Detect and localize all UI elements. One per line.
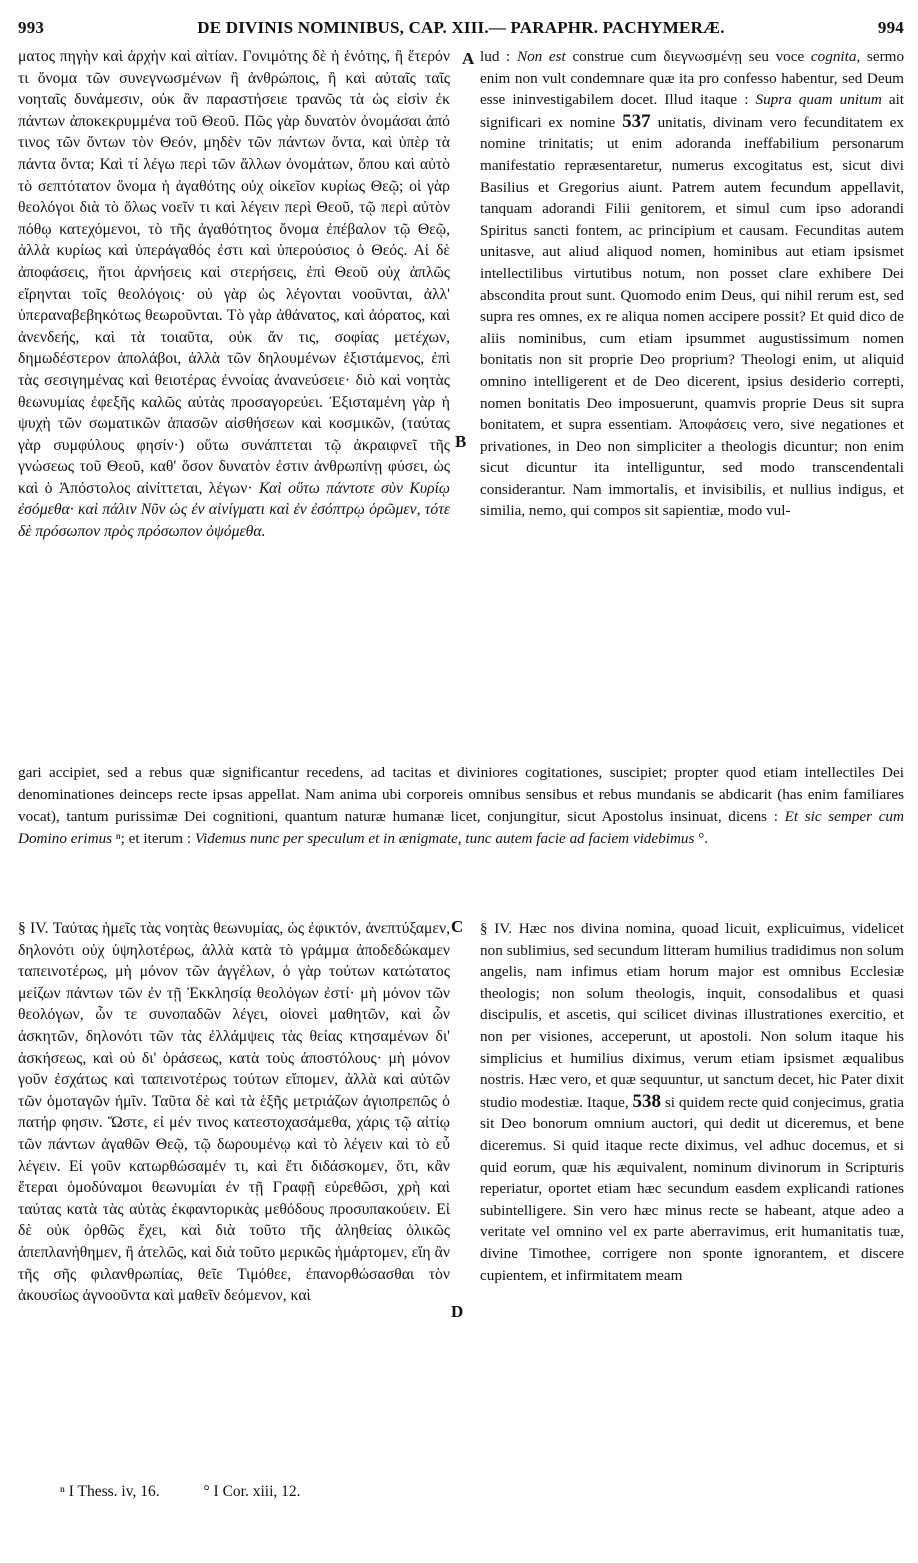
full-width-latin: [18, 762, 904, 850]
footnote-o: ° I Cor. xiii, 12.: [203, 1483, 301, 1500]
latin-paragraph-bottom: [480, 918, 904, 1286]
full-width-paragraph: [18, 762, 904, 850]
latin-column-bottom: [480, 918, 904, 1286]
margin-marker-d: D: [451, 1302, 464, 1321]
greek-column-top: [18, 46, 450, 543]
margin-marker-b: B: [455, 432, 467, 451]
full-text-segment: ⁿ; et iterum :: [115, 830, 192, 847]
latin-text-segment: construe cum διεγνωσμένῃ seu voce: [572, 48, 805, 65]
footnote-ref-o: °.: [698, 830, 709, 847]
footnote-n: ⁿ I Thess. iv, 16.: [60, 1483, 160, 1500]
latin-text-segment: sermo enim non vult condemnare quæ ita pro confesso habentur, sed Deum esse ininvestigabilem docet. Illud itaque :: [480, 48, 905, 109]
margin-marker-a: A: [462, 49, 475, 68]
latin-italic-segment: cognita,: [810, 48, 861, 65]
latin-text-segment: si quidem recte quid conjecimus, gratia sit Deo bonorum omnium auctori, qui dedit ut diceremus, et bene diceremus. Si quid itaque recte diximus, vel adhuc docemus, et si quid eorum, quæ his æquivalent, nominum divinorum in Scripturis reperiatur, oportet etiam hæc secundum easdem explicandi rationes subintelligere. Sin vero hæc minus recte se habeant, atque adeo a veritate vel omnino vel ex parte aberravimus, erit humanitatis tuæ, divine Timothee, corrigere non sponte ignorantem, et discere cupientem, et infirmitatem meam: [480, 1093, 904, 1284]
latin-text-segment: ait significari ex nomine: [480, 91, 905, 131]
running-header: [18, 18, 904, 44]
full-text-segment: gari accipiet, sed a rebus quæ significantur recedens, ad tacitas et diviniores cogitationes, suscipiet; propter quod etiam intellectiles Dei denominationes deinceps recte ipsas appellat. Nam anima ubi corporeis omnibus sensibus et rebus mundanis se abdicarit (has enim familiares vocat), tantum purissimæ Dei cognitioni, quantum naturæ humanæ licet, conjungitur, sicut Apostolus insinuat, dicens :: [18, 764, 904, 825]
latin-column-top: [480, 46, 904, 522]
latin-paragraph-top: [480, 46, 904, 522]
full-italic-quote: Videmus nunc per speculum et in ænigmate, tunc autem facie ad faciem videbimus: [194, 830, 695, 847]
greek-paragraph-bottom: § IV. Ταύτας ἡμεῖς τὰς νοητὰς θεωνυμίας, ὡς ἐφικτόν, ἀνεπτύξαμεν, δηλονότι οὐχ ὑψηλοτέρως, ἀλλὰ κατὰ τὸ γράμμα ἀποδεδώκαμεν ταπεινοτέρως, μὴ μόνον τῶν ἀγγέλων, ὁ γὰρ τούτων κατώτατος μείζων πάντων τῶν ἐν τῇ Ἐκκλησίᾳ θεολόγων ἐστί· μὴ μόνον τῶν θεολόγων, ὧν τε συνοπαδῶν λέγει, οἱονεὶ μαθητῶν, καὶ ὧν ἀσκητῶν, δηλονότι τῶν τὰς ἐλλάμψεις τὰς θείας κτησαμένων δι' ἀσκήσεως, καὶ οὐ δι' ὁράσεως, κατὰ τοὺς ἀποστόλους· μὴ μόνον γοῦν ἐσχάτως καὶ ταπεινοτέρως τούτων εἴπομεν, ἀλλὰ καὶ αὐτῶν τῶν ὁμοταγῶν ἡμῖν. Ταῦτα δὲ καὶ τὰ ἑξῆς μετριάζων ἁγιοπρεπῶς ὁ πατήρ φησιν. Ὥστε, εἰ μέν τινος κατεστοχασάμεθα, χάρις τῷ αἰτίῳ τῶν πάντων ἀγαθῶν Θεῷ, τῷ δωρουμένῳ καὶ τὸ λέγειν καὶ τὸ εὖ λέγειν. Εἰ γοῦν κατωρθώσαμέν τι, καὶ ἔτι διδάσκομεν, ὅτι, κἂν ἕτεραι ὁμοδύναμοι θεωνυμίαι ἐν τῇ Γραφῇ εὑρεθῶσι, χρὴ καὶ ταύτας κατὰ τὰς αὐτὰς ἐκφαντορικὰς μεθόδους προσυπακούειν. Εἰ δὲ οὐκ ὀρθῶς ἔχει, καὶ διὰ τοῦτο τῆς ἀληθείας ὁλικῶς ἀπεπλανήθημεν, ἢ ἀτελῶς, καὶ διὰ τοῦτο μερικῶς ἡμάρτομεν, εἴη ἂν τῆς σῆς φιλανθρωπίας, θεῖε Τιμόθεε, ἐπανορθώσασθαι τὸν ἀκουσίως ἀγνοοῦντα καὶ μαθεῖν δεόμενον, καὶ: [18, 920, 450, 1305]
latin-italic-segment: Non est: [516, 48, 566, 65]
column-number-537: 537: [622, 110, 651, 132]
full-italic-quote: Et sic semper cum Domino erimus: [18, 808, 904, 847]
latin-text-segment: unitatis, divinam vero fecunditatem ex nomine trinitatis; ut enim adoranda ineffabilium personarum manifestatio repræsentaretur, numerus excogitatus est, sicut divi Basilius et Gregorius aiunt. Patrem autem fecundum appellavit, tanquam adorandi Filii genitorem, et simul cum ipso adorandi Spiritus sancti fontem, ac principium et causam. Fecunditas autem unitasve, aut aliud aliquod nomen, hominibus aut etiam ipsismet intellectilibus virtutibus notum, non posset clare exhibere Dei abscondita prout sunt. Quomodo enim Deus, qui nihil rerum est, sed supra res omnes, ex re aliqua nomen accipere possit? Et quid dico de aliis nominibus, cum etiam ipsummet augustissimum nomen bonitatis non sit proprie Deo proprium? Theologi enim, ut aliquid omnino intelligerent et de Deo dicerent, ipsius desiderio correpti, nomen bonitatis Deo imposuerunt, quamvis proprie Deus sit supra bonitatem, et supra essentiam. Ἀποφάσεις vero, sive negationes et privationes, in Deo non simpliciter a theologis dicuntur; non enim sicut dicuntur ita intelliguntur, sed modo transcendentali considerantur. Nam immortalis, et invisibilis, et nullius indigus, et similia, nemo, qui compos sit sapientiæ, modo vul-: [480, 113, 905, 520]
latin-text-segment: § IV. Hæc nos divina nomina, quoad licuit, explicuimus, videlicet non sublimius, sed secundum litteram humilius tradidimus non solum angelis, nam infimus etiam horum major est omnibus Ecclesiæ theologis; non solum theologis, inquit, consodalibus et quasi discipulis, et ascetis, qui scilicet divinas illustrationes exercitio, et non per visiones, acceperunt, ut apostoli. Non solum itaque his simplicius et humilius diximus, verum etiam ipsismet æqualibus nostris. Hæc vero, et quæ sequuntur, ut sanctum decet, hic Pater dixit studio modestiæ. Itaque,: [480, 920, 904, 1111]
page-number-left: 993: [18, 18, 45, 37]
greek-column-bottom: [18, 918, 450, 1307]
greek-paragraph-top: [18, 46, 450, 543]
column-number-538: 538: [632, 1090, 662, 1112]
margin-marker-c: C: [451, 917, 464, 936]
running-title: DE DIVINIS NOMINIBUS, CAP. XIII.— PARAPHR. PACHYMERÆ.: [197, 18, 725, 37]
greek-text-top: ματος πηγὴν καὶ ἀρχὴν καὶ αἰτίαν. Γονιμότης δὲ ἡ ἑνότης, ἢ ἕτερόν τι ὄνομα τῶν συνεγνωσμένων ἢ ἀνθρώποις, ἢ καὶ αὐταῖς ταῖς νοηταῖς δυνάμεσιν, οὐκ ἂν παραστήσειε τρανῶς τὰ ὡς εἰσὶν ἐκ πάντων ἀποκεκρυμμένα τοῦ Θεοῦ. Πῶς γὰρ δυνατὸν ὀνομάσαι ἀπό τινος τῶν ὄντων τὸν Θεόν, μηδὲν τῶν πάντων ὄντα, καὶ ὑπὲρ τὰ πάντα ὄντα; Καὶ τί λέγω περὶ τῶν ἄλλων ὀνομάτων, ὅπου καὶ αὐτὸ τὸ σεπτότατον ὄνομα ἡ ἀγαθότης οὐχ οἰκεῖον κυρίως Θεῷ; οἱ γὰρ θεολόγοι διὰ τὸ ὅλως νοεῖν τι καὶ λέγειν περὶ Θεοῦ, τῷ περὶ αὐτὸν πόθῳ κατεχόμενοι, τὸ τῆς ἀγαθότητος ὄνομα ἐπέβαλον τῷ Θεῷ, ἀλλὰ κυρίως καὶ ὑπεράγαθός ἐστι καὶ ὑπερούσιος ὁ Θεός. Αἱ δὲ ἀποφάσεις, ἤτοι ἀρνήσεις καὶ στερήσεις, ἐπὶ Θεοῦ οὐχ ἁπλῶς εἴρηνται τοῖς θεολόγοις· οὐ γὰρ ὡς λέγονται νοοῦνται, ἀλλ' ὑπεραναβεβηκότως θεωροῦνται. Τὸ γὰρ ἀθάνατος, καὶ ἀόρατος, καὶ ἀνενδεής, καὶ τὰ τοιαῦτα, οὐκ ἄν τις, σοφίας μετέχων, δημωδέστερον ἀπολάβοι, ἀλλὰ τῶν δηλουμένων ἐξιστάμενος, ἐπὶ τὰς σεσιγημένας καὶ θειοτέρας ἐννοίας ἀνανεύσειε· διὸ καὶ νοητὰς θεωνυμίας ἐφεξῆς καλῶς αὐτὰς προσαγορεύει. Ἐξισταμένη γὰρ ἡ ψυχὴ τῶν σωματικῶν ἁπασῶν αἰσθήσεων καὶ κοσμικῶν, (ταύτας γὰρ συμφύλους φησίν·) οὕτω συνάπτεται τῷ ἀκραιφνεῖ τῆς γνώσεως τοῦ Θεοῦ, καθ' ὅσον δυνατὸν ἐστιν ἀνθρωπίνῃ φύσει, ὡς καὶ ὁ Ἀπόστολος αἰνίττεται, λέγων·: [18, 48, 450, 497]
greek-scripture-quote: Καὶ οὕτω πάντοτε σὺν Κυρίῳ ἐσόμεθα· καὶ πάλιν Νῦν ὡς ἐν αἰνίγματι καὶ ἐν ἐσόπτρῳ ὁρῶμεν, τότε δὲ πρόσωπον πρὸς πρόσωπον ὀψόμεθα.: [18, 479, 451, 541]
footnotes: [60, 1483, 760, 1501]
latin-text-segment: lud :: [480, 48, 511, 65]
page-number-right: 994: [877, 18, 904, 37]
latin-italic-segment: Supra quam unitum: [755, 91, 882, 109]
